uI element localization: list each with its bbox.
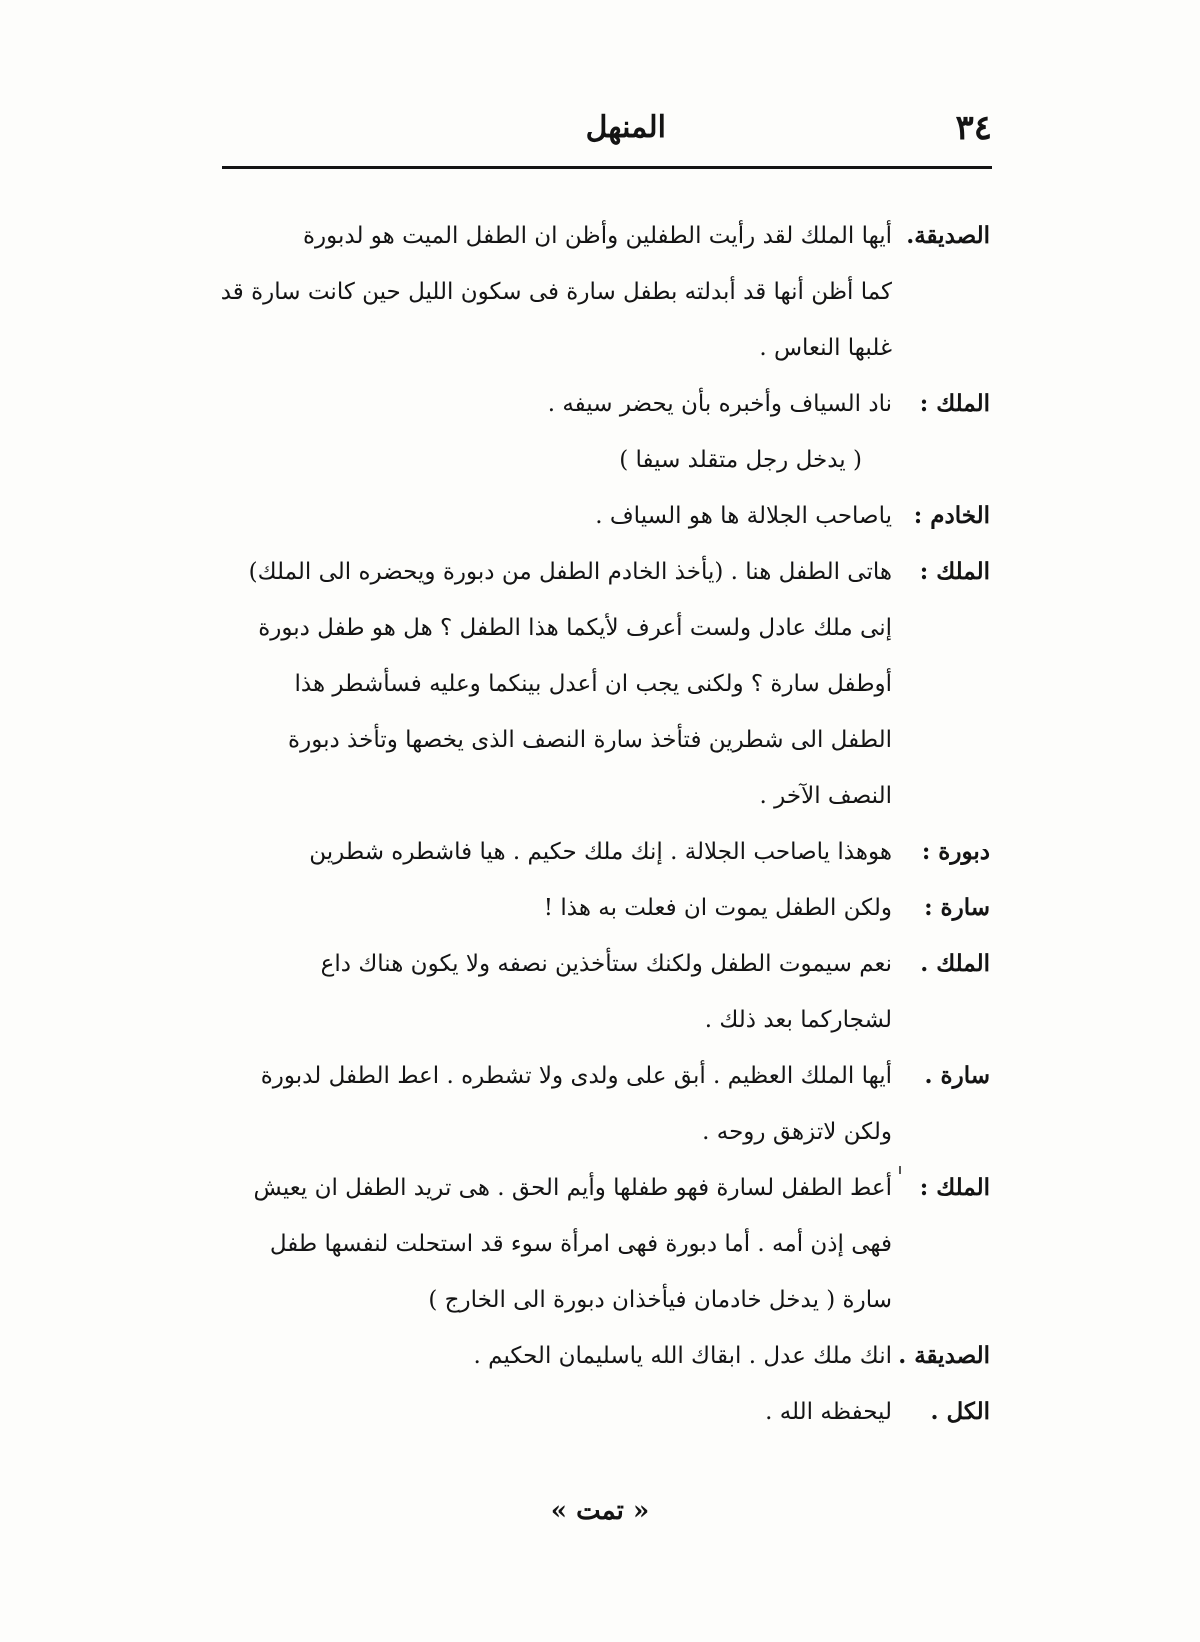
print-speck xyxy=(899,1166,901,1174)
speech xyxy=(215,1328,892,1384)
speech xyxy=(215,208,892,376)
dialogue-entry xyxy=(215,1048,990,1160)
speech xyxy=(215,376,892,488)
speech-line: نعم سيموت الطفل ولكنك ستأخذين نصفه ولا يكون هناك داع xyxy=(320,951,892,977)
speech-line: هاتى الطفل هنا . (يأخذ الخادم الطفل من دبورة ويحضره الى الملك) xyxy=(248,559,892,585)
speech-line: ياصاحب الجلالة ها هو السياف . xyxy=(595,503,892,529)
speech xyxy=(215,488,892,544)
dialogue-entry xyxy=(215,544,990,824)
speaker-label: الملك : xyxy=(919,390,990,417)
speech-line: انك ملك عدل . ابقاك الله ياسليمان الحكيم . xyxy=(473,1343,892,1369)
speech xyxy=(215,936,892,1048)
dialogue-entry xyxy=(215,488,990,544)
speech-line: كما أظن أنها قد أبدلته بطفل سارة فى سكون الليل حين كانت سارة قد xyxy=(220,279,892,305)
speaker-label: الملك . xyxy=(920,950,990,977)
speaker-label: الكل . xyxy=(930,1398,990,1425)
page-number: ٣٤ xyxy=(955,108,992,148)
speech-line: الطفل الى شطرين فتأخذ سارة النصف الذى يخصها وتأخذ دبورة xyxy=(288,727,892,753)
running-title: المنهل xyxy=(585,110,666,145)
speech-line: لشجاركما بعد ذلك . xyxy=(704,1007,892,1033)
dialogue-entry xyxy=(215,376,990,488)
speaker-label: الصديقة . xyxy=(898,1342,990,1369)
speech-line: ولكن الطفل يموت ان فعلت به هذا ! xyxy=(543,895,892,921)
stage-direction: ( يدخل رجل متقلد سيفا ) xyxy=(619,447,862,473)
dialogue-entry xyxy=(215,1328,990,1384)
speech-line: إنى ملك عادل ولست أعرف لأيكما هذا الطفل ؟ هل هو طفل دبورة xyxy=(258,615,892,641)
speech xyxy=(215,1384,892,1440)
speech-line: أوطفل سارة ؟ ولكنى يجب ان أعدل بينكما وعليه فسأشطر هذا xyxy=(294,671,892,697)
speech-line: ناد السياف وأخبره بأن يحضر سيفه . xyxy=(547,391,892,417)
dialogue-entry xyxy=(215,880,990,936)
speaker-label: الخادم : xyxy=(913,502,990,529)
speech-line: هوهذا ياصاحب الجلالة . إنك ملك حكيم . هيا فاشطره شطرين xyxy=(309,839,892,865)
dialogue-entry xyxy=(215,1384,990,1440)
speech-line: أيها الملك العظيم . أبق على ولدى ولا تشطره . اعط الطفل لدبورة xyxy=(260,1063,892,1089)
speaker-label: دبورة : xyxy=(921,838,990,865)
speaker-label: سارة : xyxy=(924,894,990,921)
speaker-label: الملك : xyxy=(919,558,990,585)
dialogue-entry xyxy=(215,1160,990,1328)
speech xyxy=(215,824,892,880)
speech xyxy=(215,1160,892,1328)
speech-line: أيها الملك لقد رأيت الطفلين وأظن ان الطفل الميت هو لدبورة xyxy=(302,223,892,249)
page-header xyxy=(222,108,992,156)
speech-line: فهى إذن أمه . أما دبورة فهى امرأة سوء قد استحلت لنفسها طفل xyxy=(269,1231,892,1257)
speech-line: ليحفظه الله . xyxy=(765,1399,892,1425)
end-mark: « تمت » xyxy=(550,1496,650,1526)
header-rule xyxy=(222,166,992,169)
speech-line: أعط الطفل لسارة فهو طفلها وأيم الحق . هى تريد الطفل ان يعيش xyxy=(253,1175,892,1201)
dialogue-entry xyxy=(215,824,990,880)
speech-line: سارة ( يدخل خادمان فيأخذان دبورة الى الخارج ) xyxy=(428,1287,892,1313)
speech xyxy=(215,544,892,824)
speaker-label: الملك : xyxy=(919,1174,990,1201)
dialogue-entry xyxy=(215,936,990,1048)
speech-line: النصف الآخر . xyxy=(759,783,892,809)
speech-line: غلبها النعاس . xyxy=(759,335,892,361)
dialogue xyxy=(215,208,990,1440)
speech xyxy=(215,880,892,936)
speech-line: ولكن لاتزهق روحه . xyxy=(702,1119,892,1145)
speaker-label: سارة . xyxy=(924,1062,990,1089)
speech xyxy=(215,1048,892,1160)
speaker-label: الصديقة. xyxy=(906,222,990,249)
dialogue-entry xyxy=(215,208,990,376)
